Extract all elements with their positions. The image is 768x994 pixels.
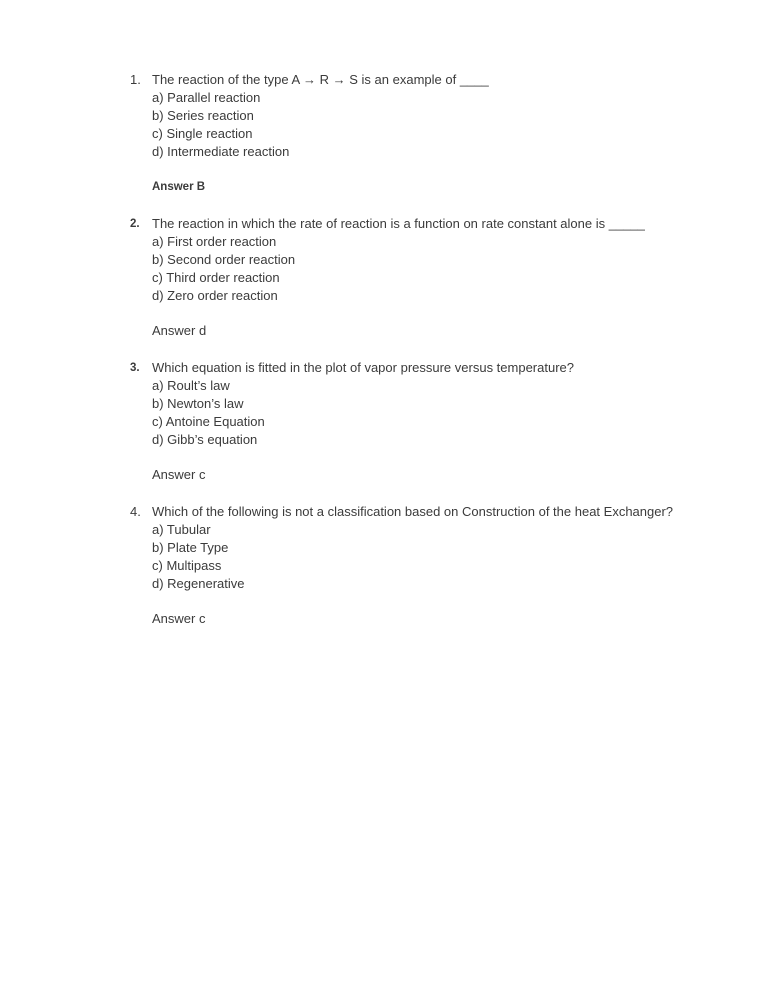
- answer-text: Answer d: [152, 323, 207, 338]
- answer-text: Answer c: [152, 611, 206, 626]
- answer-text: Answer B: [152, 181, 206, 193]
- question-block: [130, 71, 768, 196]
- option-a: a) Parallel reaction: [152, 90, 261, 105]
- option-a: a) Roult’s law: [152, 378, 230, 393]
- question-body: [152, 359, 704, 484]
- question-number: 4.: [130, 504, 141, 519]
- option-a: a) Tubular: [152, 522, 211, 537]
- question-number: 2.: [130, 218, 140, 230]
- option-b: b) Series reaction: [152, 108, 254, 123]
- question-body: [152, 503, 704, 628]
- question-body: [152, 71, 704, 196]
- question-block: [130, 215, 768, 340]
- option-d: d) Zero order reaction: [152, 288, 278, 303]
- option-b: b) Plate Type: [152, 540, 229, 555]
- option-d: d) Gibb’s equation: [152, 432, 258, 447]
- answer-text: Answer c: [152, 467, 206, 482]
- option-d: d) Intermediate reaction: [152, 144, 290, 159]
- option-c: c) Multipass: [152, 558, 222, 573]
- question-number: 3.: [130, 362, 140, 374]
- question-number: 1.: [130, 72, 141, 87]
- question-text: Which equation is fitted in the plot of vapor pressure versus temperature?: [152, 360, 574, 375]
- question-block: [130, 503, 768, 628]
- question-text: The reaction of the type A → R → S is an example of ____: [152, 72, 489, 87]
- question-text: The reaction in which the rate of reaction is a function on rate constant alone is _____: [152, 216, 645, 231]
- option-a: a) First order reaction: [152, 234, 277, 249]
- option-c: c) Antoine Equation: [152, 414, 265, 429]
- option-c: c) Third order reaction: [152, 270, 280, 285]
- question-text: Which of the following is not a classification based on Construction of the heat Exchanger?: [152, 504, 674, 519]
- option-b: b) Newton’s law: [152, 396, 244, 411]
- option-b: b) Second order reaction: [152, 252, 296, 267]
- option-c: c) Single reaction: [152, 126, 253, 141]
- question-block: [130, 359, 768, 484]
- question-body: [152, 215, 704, 340]
- option-d: d) Regenerative: [152, 576, 245, 591]
